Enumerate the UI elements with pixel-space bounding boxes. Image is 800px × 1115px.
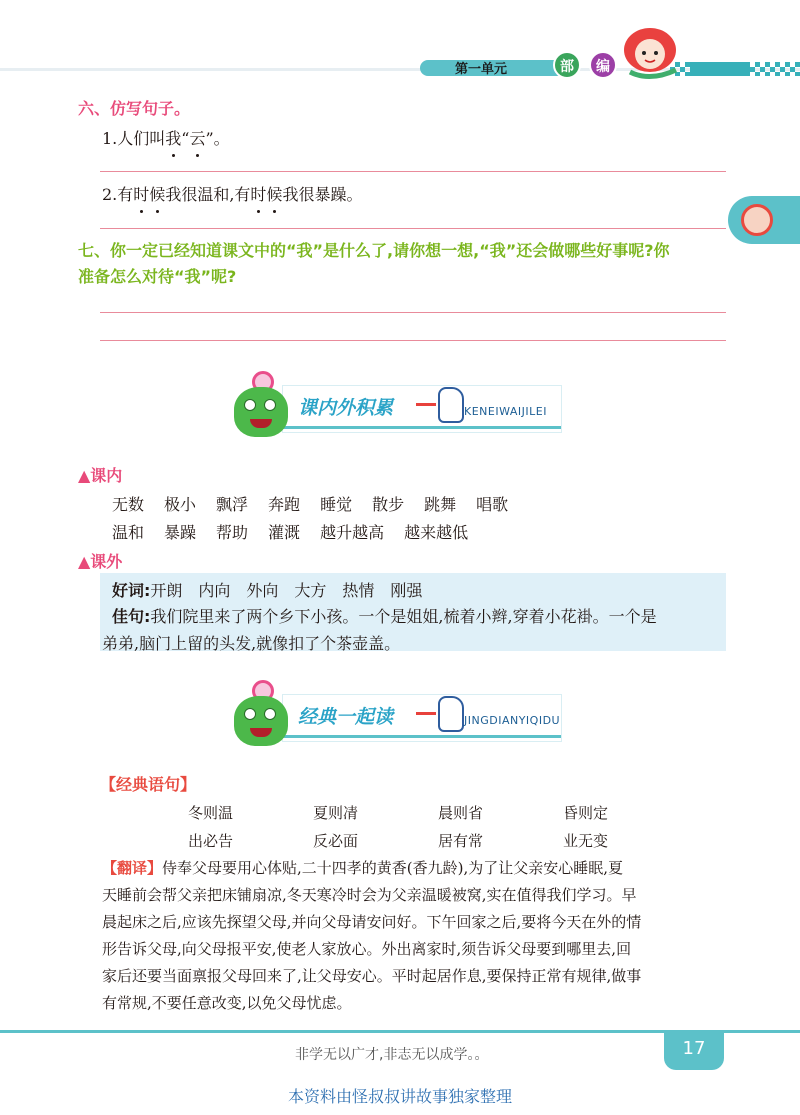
word: 越升越高	[320, 523, 385, 542]
good-words-list: 开朗 内向 外向 大方 热情 刚强	[150, 581, 423, 600]
translation-line5: 家后还要当面禀报父母回来了,让父母安心。平时起居作息,要保持正常有规律,做事	[102, 967, 642, 985]
section7-line1: 七、你一定已经知道课文中的“我”是什么了,请你想一想,“我”还会做哪些好事呢?你	[78, 241, 670, 260]
word: 跳舞	[424, 495, 457, 514]
section6-item2	[102, 182, 362, 205]
kewai-heading: ▲课外	[78, 552, 123, 571]
word: 唱歌	[476, 495, 509, 514]
answer-line-3[interactable]	[100, 312, 726, 313]
mascot-eye-icon	[264, 708, 276, 720]
item2-emph-1: 时	[133, 185, 150, 204]
answer-line-4[interactable]	[100, 340, 726, 341]
classic-row1	[188, 802, 688, 823]
red-arrow-icon	[416, 403, 436, 406]
item2-text-a: 2.有	[102, 185, 134, 204]
word: 散步	[372, 495, 405, 514]
unit-title: 第一单元	[455, 62, 508, 77]
section6-title: 六、仿写句子。	[78, 99, 191, 118]
banner2-pinyin: JINGDIANYIQIDU	[464, 714, 561, 727]
banner1-title: 课内外积累	[298, 397, 394, 419]
green-mascot-icon	[234, 696, 288, 746]
kenei-heading: ▲课内	[78, 466, 123, 485]
translation-line2: 天睡前会帮父亲把床铺扇凉,冬天寒冷时会为父亲温暖被窝,实在值得我们学习。早	[102, 886, 637, 904]
classic-phrase: 反必面	[313, 832, 359, 850]
word: 奔跑	[268, 495, 301, 514]
header-decoration	[690, 62, 750, 76]
item1-emph-1: 我	[165, 129, 182, 148]
classic-phrase: 夏则凊	[313, 804, 359, 822]
mascot-mouth-icon	[250, 728, 272, 737]
banner2-stripe	[283, 735, 561, 738]
good-sentence-line2: 弟弟,脑门上留的头发,就像扣了个茶壶盖。	[102, 634, 401, 653]
banner1-pinyin: KENEIWAIJILEI	[464, 405, 547, 418]
red-arrow-icon	[416, 712, 436, 715]
classic-row2	[188, 830, 688, 851]
page-number: 17	[664, 1030, 724, 1070]
badge-bu: 部	[553, 51, 581, 79]
translation-label: 【翻译】	[102, 859, 163, 877]
word: 无数	[112, 495, 145, 514]
item2-text-c: 我很暴躁。	[282, 185, 363, 204]
good-sentence	[112, 604, 724, 627]
mascot-eye-icon	[244, 708, 256, 720]
side-face-icon	[741, 204, 773, 236]
word: 灌溉	[268, 523, 301, 542]
credit-line: 本资料由怪叔叔讲故事独家整理	[287, 1087, 512, 1106]
item1-quote-open: “	[181, 129, 190, 148]
kenei-row1	[112, 492, 528, 515]
answer-line-2[interactable]	[100, 228, 726, 229]
word: 越来越低	[404, 523, 469, 542]
good-words	[112, 578, 422, 601]
kenei-row2	[112, 520, 488, 543]
pointing-hand-icon	[438, 387, 464, 423]
translation-text: 侍奉父母要用心体贴,二十四孝的黄香(香九龄),为了让父亲安心睡眠,夏	[162, 859, 624, 877]
pointing-hand-icon	[438, 696, 464, 732]
translation-line4: 形告诉父母,向父母报平安,使老人家放心。外出离家时,须告诉父母要到哪里去,回	[102, 940, 632, 958]
translation-line1	[102, 855, 732, 882]
mascot-eye-icon	[244, 399, 256, 411]
classic-phrase: 出必告	[188, 832, 234, 850]
footer-motto: 非学无以广才,非志无以成学。。	[295, 1047, 489, 1063]
translation-line6: 有常规,不要任意改变,以免父母忧虑。	[102, 994, 352, 1012]
word: 睡觉	[320, 495, 353, 514]
banner2-title: 经典一起读	[298, 706, 394, 728]
green-mascot-icon	[234, 387, 288, 437]
item2-emph-3: 时	[250, 185, 267, 204]
section7-line2: 准备怎么对待“我”呢?	[78, 267, 237, 286]
good-sentence-label: 佳句:	[112, 607, 151, 626]
word: 帮助	[216, 523, 249, 542]
banner-jingdian	[228, 680, 578, 750]
item2-text-b: 我很温和,有	[165, 185, 251, 204]
classic-phrase: 昏则定	[563, 804, 609, 822]
section6-item1	[102, 126, 230, 149]
badge-bian: 编	[589, 51, 617, 79]
banner1-stripe	[283, 426, 561, 429]
word: 暴躁	[164, 523, 197, 542]
answer-line-1[interactable]	[100, 171, 726, 172]
banner-keneiwai	[228, 371, 578, 441]
section7-question	[78, 238, 728, 290]
item1-text-b: ”。	[205, 129, 230, 148]
word: 温和	[112, 523, 145, 542]
item1-text-a: 1.人们叫	[102, 129, 166, 148]
item2-emph-2: 候	[149, 185, 166, 204]
classic-phrase: 晨则省	[438, 804, 484, 822]
classic-phrase: 冬则温	[188, 804, 234, 822]
translation-line3: 晨起床之后,应该先探望父母,并向父母请安问好。下午回家之后,要将今天在外的情	[102, 913, 642, 931]
good-sentence-line1: 我们院里来了两个乡下小孩。一个是姐姐,梳着小辫,穿着小花褂。一个是	[150, 607, 657, 626]
item2-emph-4: 候	[266, 185, 283, 204]
word: 飘浮	[216, 495, 249, 514]
classic-phrase: 业无变	[563, 832, 609, 850]
mascot-eye-icon	[264, 399, 276, 411]
translation	[102, 855, 732, 1017]
word: 极小	[164, 495, 197, 514]
item1-emph-2: 云	[189, 129, 206, 148]
classic-heading: 【经典语句】	[100, 775, 197, 794]
girl-mascot-icon	[610, 20, 690, 82]
mascot-mouth-icon	[250, 419, 272, 428]
classic-phrase: 居有常	[438, 832, 484, 850]
good-words-label: 好词:	[112, 581, 151, 600]
